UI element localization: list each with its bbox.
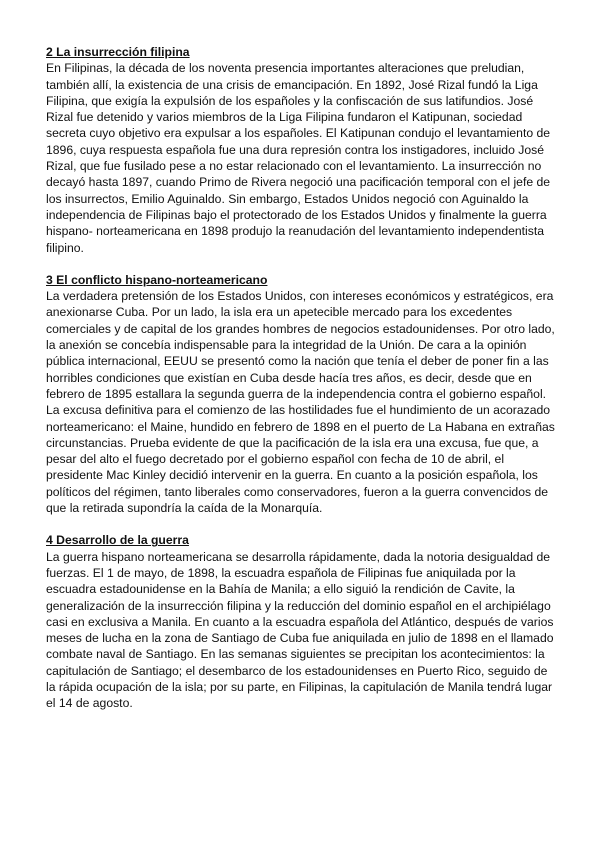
section-title: 3 El conflicto hispano-norteamericano — [46, 272, 268, 287]
document-page — [46, 44, 555, 728]
section-paragraph: La verdadera pretensión de los Estados Unidos, con intereses económicos y estratégicos, era anexionarse Cuba. Por un lado, la isla era un apetecible mercado para los excedentes comerciales y de capital de los grandes hombres de negocios estadounidenses. Por otro lado, la anexión se concebía indispensable para la integridad de la Unión. De cara a la opinión pública internacional, EEUU se presentó como la nación que tenía el deber de poner fin a las horribles condiciones que existían en Cuba desde hacía tres años, es decir, desde que en febrero de 1895 estallara la segunda guerra de la independencia contra el gobierno español. La excusa definitiva para el comienzo de las hostilidades fue el hundimiento de un acorazado norteamericano: el Maine, hundido en febrero de 1898 en el puerto de La Habana en extrañas circunstancias. Prueba evidente de que la pacificación de la isla era una excusa, fue que, a pesar del alto el fuego decretado por el gobierno español con fecha de 10 de abril, el presidente Mac Kinley decidió intervenir en la guerra. En cuanto a la posición española, los políticos del régimen, tanto liberales como conservadores, fueron a la guerra convencidos de que la retirada supondría la caída de la Monarquía. — [46, 289, 555, 516]
section-insurreccion-filipina — [46, 44, 555, 256]
section-title: 2 La insurrección filipina — [46, 45, 190, 59]
section-paragraph: La guerra hispano norteamericana se desarrolla rápidamente, dada la notoria desigualdad de fuerzas. El 1 de mayo, de 1898, la escuadra española de Filipinas fue aniquilada por la escuadra estadounidense en la Bahía de Manila; a ello siguió la rendición de Cavite, la generalización de la insurrección filipina y la reducción del dominio español en el archipiélago casi en exclusiva a Manila. En cuanto a la escuadra española del Atlántico, después de varios meses de lucha en la zona de Santiago de Cuba fue aniquilada en julio de 1898 en el llamado combate naval de Santiago. En las semanas siguientes se precipitan los acontecimientos: la capitulación de Santiago; el desembarco de los estadounidenses en Puerto Rico, seguido de la rápida ocupación de la isla; por su parte, en Filipinas, la capitulación de Manila tendrá lugar el 14 de agosto. — [46, 549, 554, 711]
section-conflicto-hispano-norteamericano — [46, 272, 555, 516]
section-title: 4 Desarrollo de la guerra — [46, 533, 189, 548]
section-paragraph: En Filipinas, la década de los noventa presencia importantes alteraciones que preludian, también allí, la existencia de una crisis de emancipación. En 1892, José Rizal fundó la Liga Filipina, que exigía la expulsión de los españoles y la confiscación de sus latifundios. José Rizal fue detenido y varios miembros de la Liga Filipina fundaron el Katipunan, sociedad secreta cuyo objetivo era expulsar a los españoles. El Katipunan condujo el levantamiento de 1896, cuya respuesta española fue una dura represión contra los instigadores, incluido José Rizal, que fue fusilado pese a no estar relacionado con el levantamiento. La insurrección no decayó hasta 1897, cuando Primo de Rivera negoció una pacificación temporal con el jefe de los insurrectos, Emilio Aguinaldo. Sin embargo, Estados Unidos negoció con Aguinaldo la independencia de Filipinas bajo el protectorado de los Estados Unidos y finalmente la guerra hispano- norteamericana en 1898 produjo la reanudación del levantamiento independentista filipino. — [46, 61, 551, 255]
section-desarrollo-guerra — [46, 532, 555, 711]
